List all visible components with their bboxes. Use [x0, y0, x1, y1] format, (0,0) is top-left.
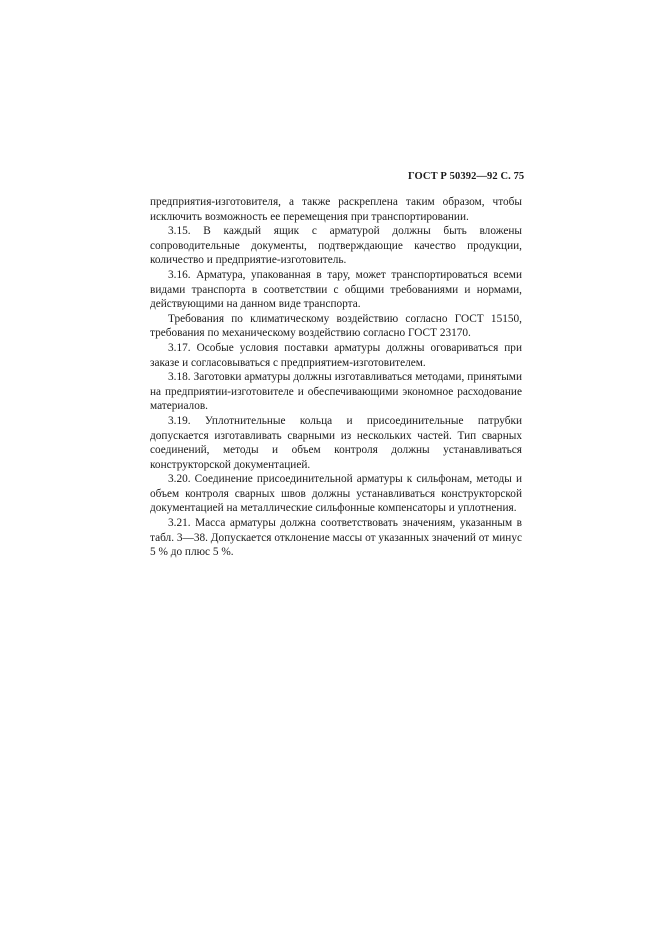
- paragraph-3-16-climate: Требования по климатическому воздействию согласно ГОСТ 15150, требования по механическому воздействию согласно ГОСТ 23170.: [150, 312, 522, 340]
- paragraph-3-18: 3.18. Заготовки арматуры должны изготавливаться методами, принятыми на предприятии-изготовителе и обеспечивающими экономное расходование материалов.: [150, 371, 522, 413]
- page-header: ГОСТ Р 50392—92 С. 75: [408, 171, 525, 182]
- paragraph-3-16: 3.16. Арматура, упакованная в тару, может транспортироваться всеми видами транспорта в соответствии с общими требованиями и нормами, действующими на данном виде транспорта.: [150, 268, 522, 311]
- paragraph-3-17: 3.17. Особые условия поставки арматуры должны оговариваться при заказе и согласовываться с предприятием-изготовителем.: [150, 341, 522, 369]
- paragraph-3-21: 3.21. Масса арматуры должна соответствовать значениям, указанным в табл. 3—38. Допускается отклонение массы от указанных значений от минус 5 % до плюс 5 %.: [150, 517, 522, 559]
- paragraph-continuation: предприятия-изготовителя, а также раскреплена таким образом, чтобы исключить возможность ее перемещения при транспортировании.: [150, 196, 522, 223]
- paragraph-3-15: 3.15. В каждый ящик с арматурой должны быть вложены сопроводительные документы, подтверждающие качество продукции, количество и предприятие-изготовитель.: [150, 225, 522, 267]
- paragraph-3-19: 3.19. Уплотнительные кольца и присоединительные патрубки допускается изготавливать сварными из нескольких частей. Тип сварных соединений, методы и объем контроля должны устанавливаться конструкторской документацией.: [150, 414, 522, 471]
- document-body: [150, 195, 522, 560]
- paragraph-3-20: 3.20. Соединение присоединительной арматуры к сильфонам, методы и объем контроля сварных швов должны устанавливаться конструкторской документацией на металлические сильфонные компенсаторы и уплотнения.: [150, 473, 522, 515]
